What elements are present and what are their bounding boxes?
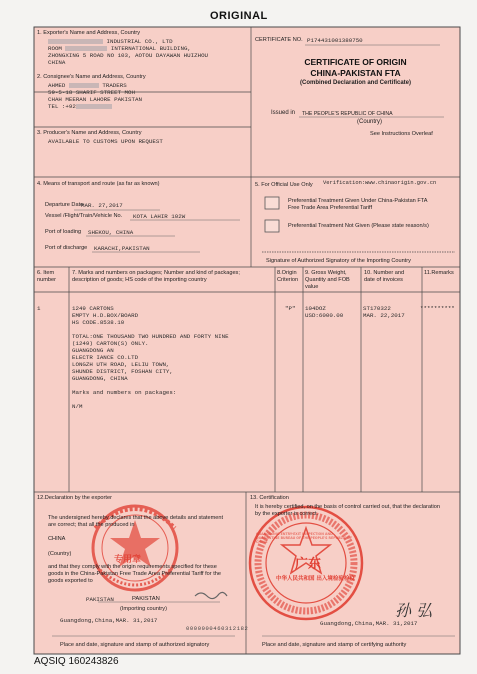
consignee-line-3: CHAH MEERAN LAHORE PAKISTAN (48, 96, 142, 103)
col-remarks: 11.Remarks (424, 270, 454, 276)
col-weight-2: Quantity and FOB (305, 277, 350, 283)
certification-text-0: It is hereby certified, on the basis of control carried out, that the declaration (255, 504, 441, 510)
col-criterion-1: 8.Origin (277, 270, 297, 276)
certification-footer: Place and date, signature and stamp of certifying authority (262, 642, 407, 648)
certificate-title-1: CERTIFICATE OF ORIGIN (304, 57, 407, 67)
goods-remarks: ********** (420, 305, 455, 312)
exporter-line-1: INDUSTRIAL CO., LTD (48, 38, 173, 45)
declaration-text-1: are correct; that all the produced in (48, 522, 135, 528)
see-instructions: See Instructions Overleaf (370, 131, 433, 137)
certificate-title-2: CHINA-PAKISTAN FTA (310, 68, 401, 78)
declaration-importing-country-printed: PAKISTAN (132, 596, 160, 602)
discharge-value: KARACHI,PAKISTAN (94, 245, 150, 252)
goods-desc-5: (1249) CARTON(S) ONLY. (72, 340, 149, 347)
authority-stamp-center: 广东 (295, 557, 322, 572)
col-weight-1: 9. Gross Weight, (305, 270, 347, 276)
col-item-1: 6. Item (37, 270, 55, 276)
declaration-text-0: The undersigned hereby declares that the above details and statement (48, 515, 224, 521)
preferential-not-given-checkbox[interactable] (265, 220, 279, 232)
goods-item-no: 1 (37, 305, 41, 312)
declaration-importing-note: (Importing country) (120, 606, 167, 612)
declaration-text-3: CHINA (48, 536, 66, 542)
discharge-label: Port of discharge (45, 245, 88, 251)
goods-weight-2: USD:6000.00 (305, 312, 344, 319)
producer-value: AVAILABLE TO CUSTOMS UPON REQUEST (48, 138, 163, 145)
serial-number: 0000000460312182 (186, 625, 249, 632)
producer-label: 3. Producer's Name and Address, Country (37, 130, 142, 136)
consignee-label: 2. Consignee's Name and Address, Country (37, 74, 146, 80)
col-criterion-2: Criterion (277, 277, 299, 283)
consignee-line-2: 59-5-18 SHARIF STREET MOH (48, 89, 135, 96)
declaration-place-date: Guangdong,China,MAR. 31,2017 (60, 617, 158, 624)
verification-text: Verification:www.chinaorigin.gov.cn (323, 180, 437, 186)
certificate-subtitle: (Combined Declaration and Certificate) (299, 80, 412, 86)
official-use-label: 5. For Official Use Only (255, 182, 313, 188)
preferential-given-checkbox[interactable] (265, 197, 279, 209)
goods-desc-14: N/M (72, 403, 83, 410)
issued-in-value: THE PEOPLE'S REPUBLIC OF CHINA (302, 111, 393, 117)
goods-desc-12: Marks and numbers on packages: (72, 389, 177, 396)
goods-criterion: "P" (285, 305, 296, 312)
goods-desc-2: HS CODE.8538.10 (72, 319, 125, 326)
exporter-line-2: ROOM INTERNATIONAL BUILDING, (48, 45, 191, 52)
certification-text-1: by the exporter is correct. (255, 511, 319, 517)
certifier-signature: 孙 弘 (395, 601, 433, 620)
declaration-label: 12.Declaration by the exporter (37, 495, 112, 501)
consignee-line-1: AHMED TRADERS (48, 82, 127, 89)
exporter-stamp-text: 专用章 (114, 555, 142, 565)
goods-weight-1: 104DOZ (305, 305, 326, 312)
goods-invoice-2: MAR. 22,2017 (363, 312, 405, 319)
certificate-no-label: CERTIFICATE NO. (255, 37, 303, 43)
departure-label: Departure Date (45, 202, 84, 208)
vessel-value: KOTA LAHIR 102W (133, 213, 186, 220)
declaration-text-7: goods exported to (48, 578, 93, 584)
col-invoice-2: date of invoices (364, 277, 403, 283)
goods-desc-7: ELECTR IANCE CO.LTD (72, 354, 139, 361)
declaration-text-5: and that they comply with the origin requirements specified for these (48, 564, 217, 570)
goods-invoice-1: ST170322 (363, 305, 391, 312)
goods-desc-0: 1249 CARTONS (72, 305, 114, 312)
vessel-label: Vessel /Flight/Train/Vehicle No. (45, 213, 123, 219)
importing-signature-note: Signature of Authorized Signatory of the Importing Country (266, 258, 411, 264)
loading-label: Port of loading (45, 229, 82, 235)
country-note: (Country) (357, 119, 383, 125)
certificate-no-value: P174431001380750 (307, 37, 363, 44)
option-2: Preferential Treatment Not Given (Please state reason/s) (288, 223, 429, 229)
authority-stamp-cn: 中华人民共和国 出入境检验检疫 (276, 576, 355, 582)
goods-desc-6: GUANGDONG AN (72, 347, 114, 354)
exporter-line-3: ZHONGXING 5 ROAD NO 103, AOTOU DAYAWAN HUIZHOU (48, 52, 209, 59)
col-marks-2: description of goods; HS code of the importing country (72, 277, 207, 283)
option-1-line-2: Free Trade Area Preferential Tariff (288, 205, 373, 211)
certification-label: 13. Certification (250, 495, 289, 501)
exporter-line-4: CHINA (48, 59, 66, 66)
original-header: ORIGINAL (210, 10, 268, 22)
goods-desc-4: TOTAL:ONE THOUSAND TWO HUNDRED AND FORTY NINE (72, 333, 229, 340)
col-invoice-1: 10. Number and (364, 270, 405, 276)
declaration-text-6: goods in the China-Pakistan Free Trade Area Preferential Tariff for the (48, 571, 221, 577)
option-1-line-1: Preferential Treatment Given Under China-Pakistan FTA (288, 198, 428, 204)
transport-label: 4. Means of transport and route (as far as known) (37, 181, 160, 187)
departure-value: MAR. 27,2017 (81, 202, 123, 209)
goods-desc-1: EMPTY H.D.BOX/BOARD (72, 312, 139, 319)
declaration-importing-country-typed: PAKISTAN (86, 596, 114, 603)
loading-value: SHEKOU, CHINA (88, 229, 134, 236)
declaration-footer: Place and date, signature and stamp of authorized signatory (60, 642, 210, 648)
col-weight-3: value (305, 284, 319, 290)
goods-desc-10: GUANGDONG, CHINA (72, 375, 128, 382)
goods-desc-8: LONGZH UTH ROAD, LELIU TOWN, (72, 361, 170, 368)
certification-place-date: Guangdong,China,MAR. 31,2017 (320, 620, 418, 627)
exporter-label: 1. Exporter's Name and Address, Country (37, 30, 141, 36)
col-item-2: number (37, 277, 56, 283)
authority-stamp-ring: GUANGDONG ENTRY-EXIT INSPECTION AND QUARANTINE BUREAU OF THE PEOPLE'S REPUBLIC OF CHINA (256, 532, 353, 544)
col-marks-1: 7. Marks and numbers on packages; Number and kind of packages; (72, 270, 240, 276)
goods-desc-9: SHUNDE DISTRICT, FOSHAN CITY, (72, 368, 173, 375)
consignee-line-4: TEL :+92 (48, 103, 112, 110)
declaration-text-4: (Country) (48, 551, 72, 557)
aqsiq-number: AQSIQ 160243826 (34, 656, 119, 667)
issued-in-label: Issued in (271, 110, 296, 116)
